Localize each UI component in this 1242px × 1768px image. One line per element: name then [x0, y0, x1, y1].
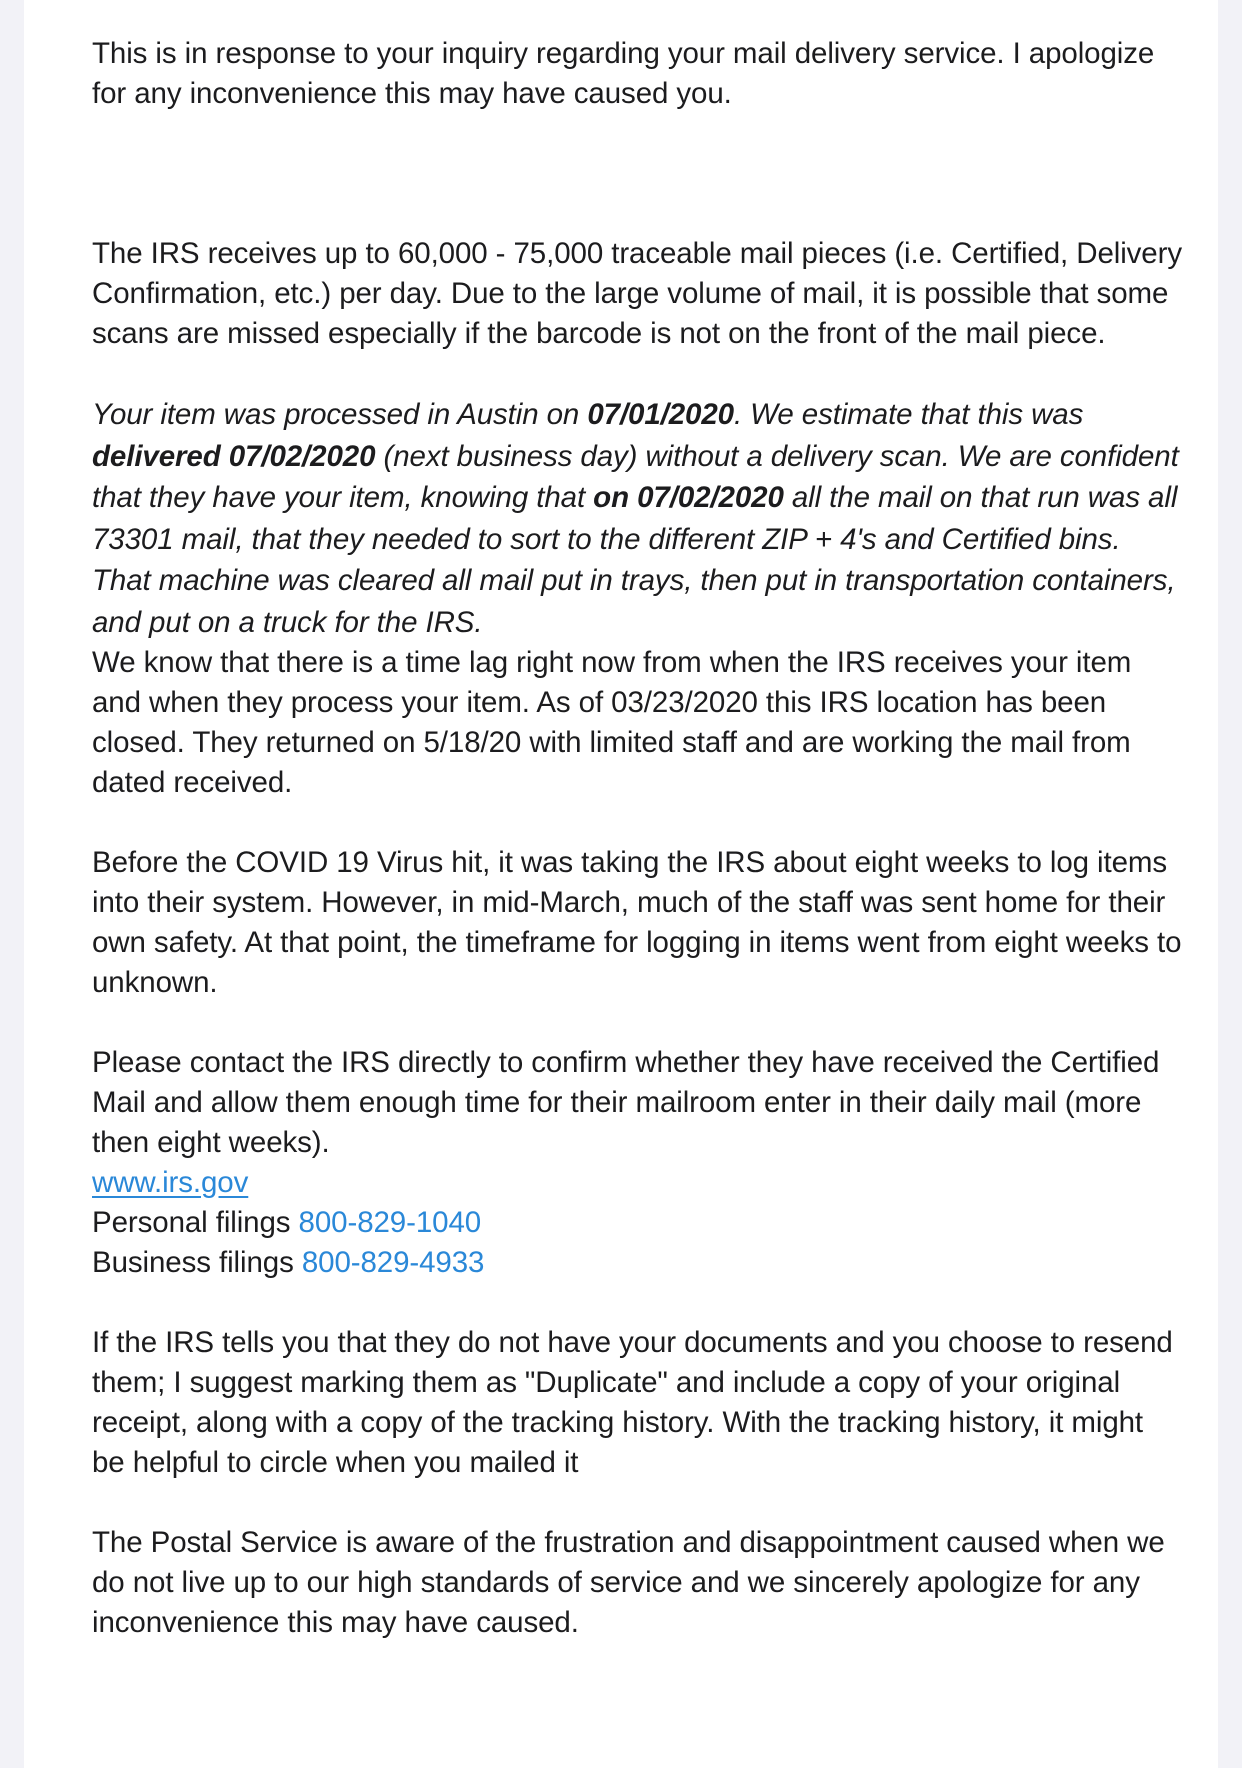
personal-filings-label: Personal filings — [92, 1206, 299, 1239]
processing-text-1: Your item was processed in Austin on — [92, 398, 588, 431]
spacer — [92, 1483, 1182, 1523]
business-filings-label: Business filings — [92, 1246, 302, 1279]
email-body — [24, 0, 1218, 1768]
contact-paragraph: Please contact the IRS directly to confirm whether they have received the Certified Mail and allow them enough time for their mailroom enter in their daily mail (more then eight weeks). — [92, 1046, 1160, 1159]
irs-website-link[interactable]: www.irs.gov — [92, 1166, 249, 1199]
covid-paragraph: Before the COVID 19 Virus hit, it was taking the IRS about eight weeks to log items into their system. However, in mid-March, much of the staff was sent home for their own safety. At that point, the timeframe for logging in items went from eight weeks to unknown. — [92, 846, 1182, 999]
volume-paragraph: The IRS receives up to 60,000 - 75,000 traceable mail pieces (i.e. Certified, Delivery Confirmation, etc.) per day. Due to the large volume of mail, it is possible that some scans are missed especially if the barcode is not on the front of the mail piece. — [92, 237, 1182, 350]
processing-text-3: (next business day) without a delivery scan. We are confident that they have your item, knowing that — [92, 439, 1179, 514]
spacer — [92, 803, 1182, 843]
intro-paragraph: This is in response to your inquiry regarding your mail delivery service. I apologize for any inconvenience this may have caused you. — [92, 37, 1155, 110]
time-lag-paragraph: We know that there is a time lag right now from when the IRS receives your item and when they process your item. As of 03/23/2020 this IRS location has been closed. They returned on 5/18/20 with limited staff and are working the mail from dated received. — [92, 646, 1132, 799]
spacer — [92, 1003, 1182, 1043]
processing-text-4: all the mail on that run was all 73301 mail, that they needed to sort to the different ZIP + 4's and Certified bins. That machine was cleared all mail put in trays, then put in transportation containers, and put on a truck for the IRS. — [92, 481, 1178, 639]
website-line — [92, 1163, 1182, 1203]
personal-phone-link[interactable]: 800-829-1040 — [298, 1206, 482, 1239]
closing-paragraph: The Postal Service is aware of the frustration and disappointment caused when we do not live up to our high standards of service and we sincerely apologize for any inconvenience this may have caused. — [92, 1526, 1165, 1639]
processing-paragraph — [92, 394, 1182, 643]
delivered-date: delivered 07/02/2020 — [92, 439, 376, 473]
personal-filings-line — [92, 1203, 1182, 1243]
business-filings-line — [92, 1243, 1182, 1283]
processed-date: 07/01/2020 — [587, 398, 734, 431]
resend-paragraph: If the IRS tells you that they do not have your documents and you choose to resend them; I suggest marking them as "Duplicate" and include a copy of your original receipt, along with a copy of the tracking history. With the tracking history, it might be helpful to circle when you mailed it — [92, 1326, 1173, 1479]
spacer — [92, 114, 1182, 234]
business-phone-link[interactable]: 800-829-4933 — [301, 1246, 485, 1279]
message-content — [92, 34, 1182, 1643]
spacer — [92, 1283, 1182, 1323]
spacer — [92, 354, 1182, 394]
processing-text-2: . We estimate that this was — [733, 398, 1084, 431]
run-date: on 07/02/2020 — [593, 481, 784, 514]
